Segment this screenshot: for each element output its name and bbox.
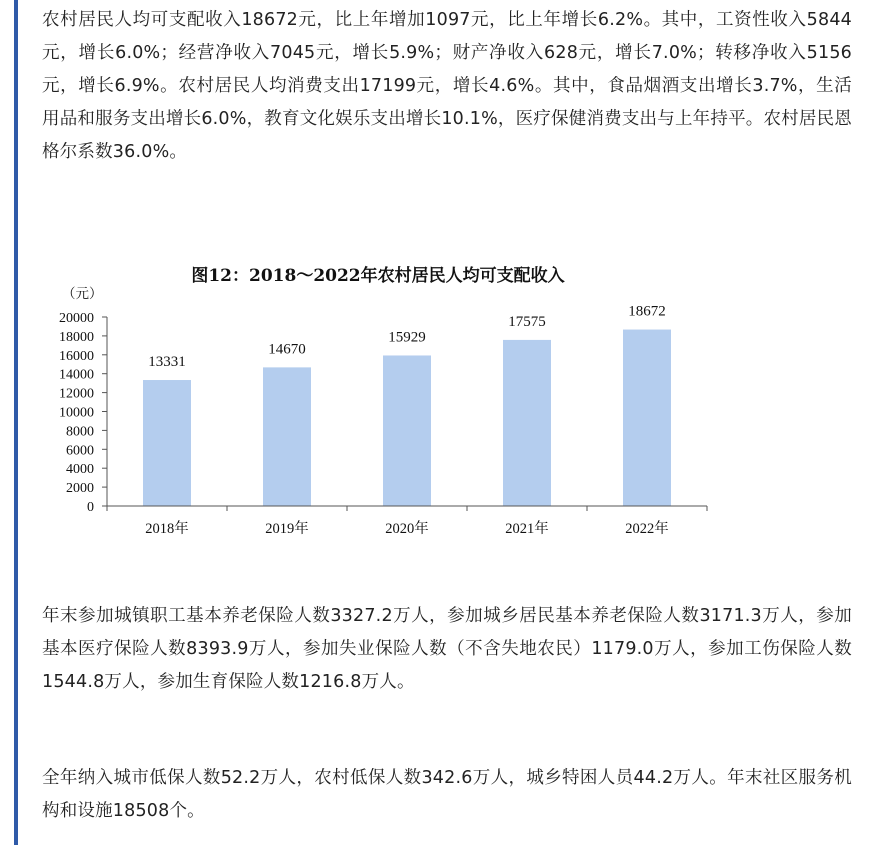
paragraph-social-insurance: 年末参加城镇职工基本养老保险人数3327.2万人，参加城乡居民基本养老保险人数3171.3万人，参加基本医疗保险人数8393.9万人，参加失业保险人数（不含失地农民）1179.0万人，参加工伤保险人数1544.8万人，参加生育保险人数1216.8万人。 [42, 606, 852, 692]
bar [143, 380, 191, 506]
bar-chart [0, 250, 881, 550]
y-tick-label: 0 [87, 500, 94, 515]
x-axis-labels [145, 519, 669, 537]
x-tick-label: 2018年 [145, 521, 189, 537]
bar-value-label: 15929 [388, 329, 426, 346]
x-tick-label: 2019年 [265, 521, 309, 537]
bar-value-label: 14670 [268, 341, 306, 358]
y-tick-label: 10000 [59, 405, 94, 421]
x-tick-label: 2021年 [505, 521, 549, 537]
bar-value-label: 17575 [508, 313, 546, 330]
figure-chart [0, 250, 881, 550]
y-tick-label: 20000 [59, 311, 94, 326]
y-tick-label: 6000 [66, 443, 94, 459]
bar [503, 340, 551, 506]
y-tick-label: 8000 [66, 424, 94, 440]
y-tick-label: 18000 [59, 329, 94, 345]
bar [383, 355, 431, 506]
x-tick-label: 2022年 [625, 521, 669, 537]
y-tick-label: 2000 [66, 481, 94, 497]
y-axis-unit-label: （元） [62, 286, 103, 302]
y-tick-label: 12000 [59, 386, 94, 402]
y-tick-label: 4000 [66, 462, 94, 478]
bar [263, 367, 311, 506]
bar [623, 330, 671, 506]
paragraph-social-assistance: 全年纳入城市低保人数52.2万人，农村低保人数342.6万人，城乡特困人员44.2万人。年末社区服务机构和设施18508个。 [42, 768, 852, 821]
y-axis-ticks [59, 311, 107, 515]
bar-value-label: 13331 [148, 354, 186, 371]
y-tick-label: 16000 [59, 348, 94, 364]
chart-title: 图12：2018～2022年农村居民人均可支配收入 [191, 266, 565, 286]
x-tick-label: 2020年 [385, 521, 429, 537]
paragraph-rural-income: 农村居民人均可支配收入18672元，比上年增加1097元，比上年增长6.2%。其中，工资性收入5844元，增长6.0%；经营净收入7045元，增长5.9%；财产净收入628元，增长7.0%；转移净收入5156元，增长6.9%。农村居民人均消费支出17199元，增长4.6%。其中，食品烟酒支出增长3.7%，生活用品和服务支出增长6.0%，教育文化娱乐支出增长10.1%，医疗保健消费支出与上年持平。农村居民恩格尔系数36.0%。 [42, 10, 852, 162]
y-tick-label: 14000 [59, 367, 94, 383]
bar-value-label: 18672 [628, 303, 666, 320]
bars-group [143, 304, 671, 506]
